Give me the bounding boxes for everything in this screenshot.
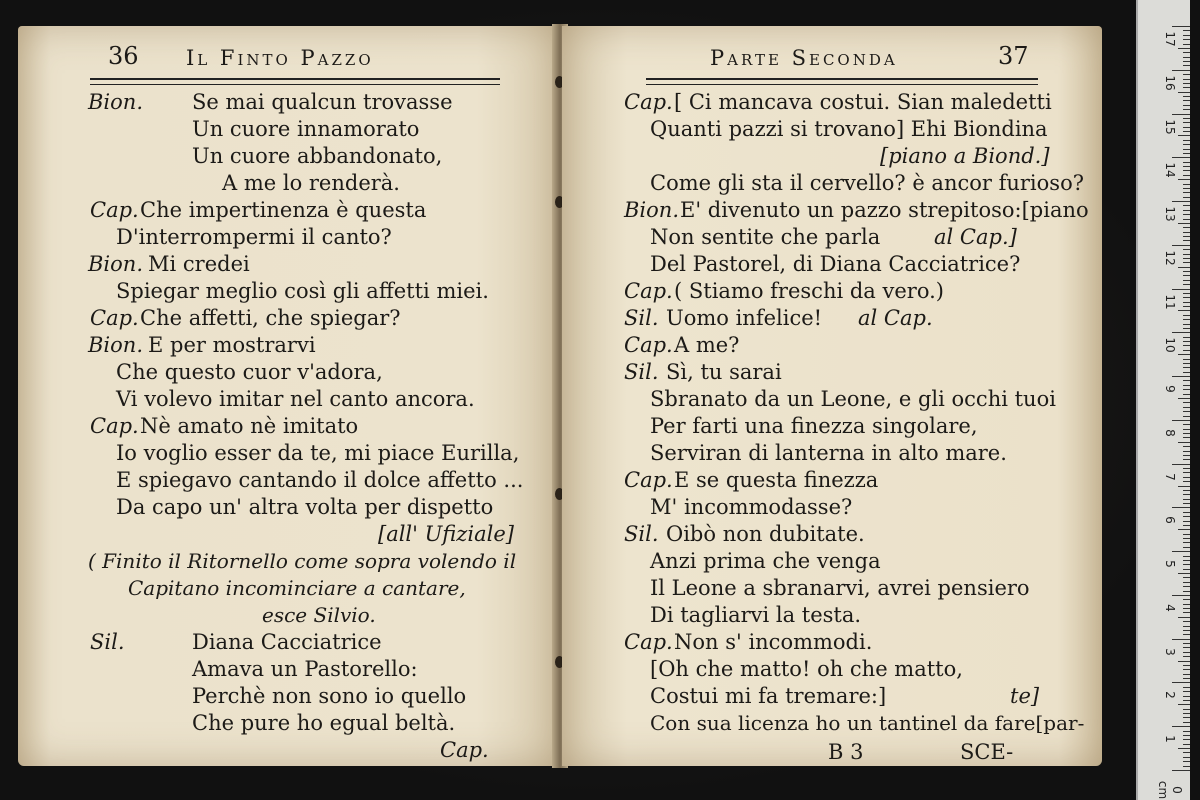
ruler-minor-tick	[1183, 100, 1190, 101]
speaker-label: Cap.	[624, 333, 673, 357]
ruler-minor-tick	[1183, 359, 1190, 360]
ruler-minor-tick	[1183, 612, 1190, 613]
ruler-minor-tick	[1183, 170, 1190, 171]
ruler-minor-tick	[1183, 407, 1190, 408]
verse-line: Perchè non sono io quello	[192, 684, 467, 708]
ruler-minor-tick	[1183, 735, 1190, 736]
verse-line: E se questa finezza	[674, 468, 879, 492]
speaker-label: Cap.	[624, 468, 673, 492]
verse-line: A me?	[674, 333, 740, 357]
speaker-label: Cap.	[624, 90, 673, 114]
ruler-minor-tick	[1183, 739, 1190, 740]
speaker-label: Sil.	[624, 306, 659, 330]
ruler-minor-tick	[1183, 394, 1190, 395]
ruler-minor-tick	[1183, 569, 1190, 570]
ruler-minor-tick	[1183, 411, 1190, 412]
ruler-minor-tick	[1183, 319, 1190, 320]
ruler-tick	[1172, 201, 1190, 202]
ruler-minor-tick	[1183, 184, 1190, 185]
ruler-minor-tick	[1183, 254, 1190, 255]
ruler-minor-tick	[1178, 661, 1190, 662]
ruler-minor-tick	[1183, 166, 1190, 167]
ruler-minor-tick	[1183, 564, 1190, 565]
ruler-number: 15	[1163, 118, 1177, 135]
ruler-minor-tick	[1183, 131, 1190, 132]
speaker-label: Cap.	[90, 198, 139, 222]
verse-line: Spiegar meglio così gli affetti miei.	[116, 279, 489, 303]
ruler-number: 7	[1163, 472, 1177, 481]
ruler-minor-tick	[1178, 267, 1190, 268]
ruler-tick	[1172, 507, 1190, 508]
ruler-minor-tick	[1183, 586, 1190, 587]
speaker-label: Cap.	[624, 630, 673, 654]
ruler-number: 0 cm	[1156, 780, 1184, 800]
ruler-minor-tick	[1183, 367, 1190, 368]
verse-line: ( Stiamo freschi da vero.)	[674, 279, 944, 303]
ruler-minor-tick	[1183, 424, 1190, 425]
ruler-minor-tick	[1183, 219, 1190, 220]
verse-line: Non s' incommodi.	[674, 630, 873, 654]
ruler-minor-tick	[1183, 538, 1190, 539]
ruler-minor-tick	[1183, 341, 1190, 342]
ruler-minor-tick	[1183, 122, 1190, 123]
verse-line: [Oh che matto! oh che matto,	[650, 657, 963, 681]
verse-line: Quanti pazzi si trovano] Ehi Biondina	[650, 117, 1048, 141]
verse-line: D'interrompermi il canto?	[116, 225, 392, 249]
ruler-minor-tick	[1183, 696, 1190, 697]
ruler-minor-tick	[1183, 380, 1190, 381]
ruler-minor-tick	[1183, 656, 1190, 657]
ruler-tick	[1172, 70, 1190, 71]
ruler-tick	[1172, 332, 1190, 333]
left-running-title: Il Finto Pazzo	[186, 46, 374, 70]
ruler-minor-tick	[1183, 324, 1190, 325]
ruler-minor-tick	[1183, 766, 1190, 767]
ruler-minor-tick	[1183, 258, 1190, 259]
ruler-minor-tick	[1178, 748, 1190, 749]
ruler-minor-tick	[1183, 534, 1190, 535]
ruler-minor-tick	[1183, 643, 1190, 644]
ruler-minor-tick	[1183, 127, 1190, 128]
header-rule	[646, 78, 1038, 80]
ruler-minor-tick	[1183, 262, 1190, 263]
verse-line: E' divenuto un pazzo strepitoso:[piano	[680, 198, 1089, 222]
ruler-minor-tick	[1183, 709, 1190, 710]
ruler-minor-tick	[1183, 446, 1190, 447]
ruler-tick	[1172, 114, 1190, 115]
ruler-minor-tick	[1183, 306, 1190, 307]
ruler-number: 4	[1163, 604, 1177, 612]
verse-line: Che impertinenza è questa	[140, 198, 427, 222]
verse-line: [ Ci mancava costui. Sian maledetti	[674, 90, 1052, 114]
ruler-minor-tick	[1183, 109, 1190, 110]
ruler-minor-tick	[1183, 752, 1190, 753]
ruler-minor-tick	[1183, 227, 1190, 228]
ruler-minor-tick	[1183, 385, 1190, 386]
stage-direction: Capitano incominciare a cantare,	[128, 576, 466, 600]
ruler-minor-tick	[1183, 477, 1190, 478]
ruler-minor-tick	[1183, 402, 1190, 403]
verse-line: Anzi prima che venga	[650, 549, 881, 573]
ruler-minor-tick	[1183, 556, 1190, 557]
ruler-minor-tick	[1183, 205, 1190, 206]
ruler-minor-tick	[1183, 79, 1190, 80]
catchword: Cap.	[440, 738, 489, 762]
verse-line: Che pure ho egual beltà.	[192, 711, 456, 735]
verse-line: Che questo cuor v'adora,	[116, 360, 383, 384]
ruler-minor-tick	[1183, 433, 1190, 434]
ruler-tick	[1172, 770, 1190, 771]
ruler-tick	[1172, 682, 1190, 683]
ruler-number: 16	[1163, 75, 1177, 91]
ruler-minor-tick	[1183, 459, 1190, 460]
stage-direction: al Cap.	[858, 306, 933, 330]
ruler-minor-tick	[1178, 398, 1190, 399]
ruler-tick	[1172, 420, 1190, 421]
ruler-minor-tick	[1183, 74, 1190, 75]
ruler-minor-tick	[1183, 455, 1190, 456]
right-page	[562, 26, 1102, 766]
ruler-minor-tick	[1183, 652, 1190, 653]
ruler-minor-tick	[1183, 647, 1190, 648]
verse-line: Sbranato da un Leone, e gli occhi tuoi	[650, 387, 1056, 411]
ruler-minor-tick	[1183, 149, 1190, 150]
ruler-minor-tick	[1183, 144, 1190, 145]
ruler-minor-tick	[1178, 310, 1190, 311]
ruler-tick	[1172, 639, 1190, 640]
verse-line: Costui mi fa tremare:]	[650, 684, 887, 708]
ruler-minor-tick	[1183, 236, 1190, 237]
verse-line: Io voglio esser da te, mi piace Eurilla,	[116, 441, 520, 465]
ruler-minor-tick	[1183, 284, 1190, 285]
ruler-minor-tick	[1183, 678, 1190, 679]
ruler-minor-tick	[1178, 442, 1190, 443]
verse-line: A me lo renderà.	[222, 171, 400, 195]
stage-direction: [all' Ufiziale]	[378, 522, 514, 546]
ruler-minor-tick	[1178, 704, 1190, 705]
ruler-minor-tick	[1183, 547, 1190, 548]
verse-line: Uomo infelice!	[666, 306, 823, 330]
ruler-minor-tick	[1183, 503, 1190, 504]
ruler-minor-tick	[1178, 354, 1190, 355]
ruler-minor-tick	[1178, 48, 1190, 49]
ruler-minor-tick	[1183, 665, 1190, 666]
ruler-minor-tick	[1183, 582, 1190, 583]
ruler-minor-tick	[1183, 345, 1190, 346]
verse-line: Che affetti, che spiegar?	[140, 306, 401, 330]
ruler-minor-tick	[1183, 271, 1190, 272]
ruler-minor-tick	[1178, 573, 1190, 574]
verse-line: Vi volevo imitar nel canto ancora.	[116, 387, 475, 411]
ruler-minor-tick	[1183, 87, 1190, 88]
verse-line: Un cuore innamorato	[192, 117, 420, 141]
ruler-minor-tick	[1183, 96, 1190, 97]
ruler-minor-tick	[1183, 691, 1190, 692]
verse-line: Un cuore abbandonato,	[192, 144, 443, 168]
verse-line: Amava un Pastorello:	[192, 657, 418, 681]
ruler-minor-tick	[1183, 717, 1190, 718]
ruler-number: 8	[1163, 429, 1177, 437]
ruler-minor-tick	[1183, 608, 1190, 609]
ruler-minor-tick	[1178, 223, 1190, 224]
verse-line: Se mai qualcun trovasse	[192, 90, 453, 114]
verse-line: Con sua licenza ho un tantinel da fare[par-	[650, 711, 1085, 735]
ruler-minor-tick	[1183, 57, 1190, 58]
ruler-minor-tick	[1183, 437, 1190, 438]
measuring-ruler	[1136, 0, 1190, 800]
ruler-minor-tick	[1183, 512, 1190, 513]
speaker-label: Bion.	[88, 252, 143, 276]
ruler-minor-tick	[1183, 744, 1190, 745]
verse-line: Mi credei	[148, 252, 250, 276]
ruler-minor-tick	[1183, 52, 1190, 53]
verse-line: Come gli sta il cervello? è ancor furioso?	[650, 171, 1084, 195]
ruler-minor-tick	[1183, 44, 1190, 45]
ruler-minor-tick	[1183, 214, 1190, 215]
catchword: SCE-	[960, 740, 1014, 764]
left-page	[18, 26, 558, 766]
ruler-minor-tick	[1183, 188, 1190, 189]
ruler-number: 14	[1163, 162, 1177, 178]
ruler-minor-tick	[1183, 490, 1190, 491]
ruler-tick	[1172, 551, 1190, 552]
ruler-number: 5	[1163, 560, 1177, 568]
ruler-minor-tick	[1183, 472, 1190, 473]
stage-direction: [piano a Biond.]	[880, 144, 1050, 168]
speaker-label: Cap.	[624, 279, 673, 303]
ruler-minor-tick	[1183, 731, 1190, 732]
ruler-minor-tick	[1183, 494, 1190, 495]
ruler-minor-tick	[1183, 275, 1190, 276]
ruler-minor-tick	[1183, 61, 1190, 62]
ruler-minor-tick	[1183, 363, 1190, 364]
ruler-minor-tick	[1183, 429, 1190, 430]
ruler-minor-tick	[1183, 83, 1190, 84]
ruler-minor-tick	[1183, 302, 1190, 303]
ruler-minor-tick	[1183, 65, 1190, 66]
ruler-tick	[1172, 289, 1190, 290]
left-page-number: 36	[108, 42, 139, 70]
ruler-minor-tick	[1183, 591, 1190, 592]
ruler-minor-tick	[1183, 280, 1190, 281]
ruler-minor-tick	[1183, 516, 1190, 517]
ruler-minor-tick	[1178, 617, 1190, 618]
verse-line: M' incommodasse?	[650, 495, 853, 519]
ruler-minor-tick	[1183, 39, 1190, 40]
ruler-tick	[1172, 595, 1190, 596]
header-rule	[90, 78, 500, 80]
ruler-minor-tick	[1183, 140, 1190, 141]
ruler-minor-tick	[1183, 761, 1190, 762]
verse-line: Oibò non dubitate.	[666, 522, 865, 546]
ruler-minor-tick	[1183, 669, 1190, 670]
ruler-minor-tick	[1183, 210, 1190, 211]
ruler-number: 9	[1163, 385, 1177, 393]
stage-direction: al Cap.]	[934, 225, 1017, 249]
speaker-label: Cap.	[90, 414, 139, 438]
verse-line: Serviran di lanterna in alto mare.	[650, 441, 1007, 465]
ruler-minor-tick	[1183, 604, 1190, 605]
ruler-minor-tick	[1183, 468, 1190, 469]
ruler-minor-tick	[1183, 240, 1190, 241]
ruler-minor-tick	[1178, 486, 1190, 487]
ruler-minor-tick	[1183, 757, 1190, 758]
ruler-minor-tick	[1183, 713, 1190, 714]
ruler-minor-tick	[1183, 599, 1190, 600]
ruler-minor-tick	[1183, 577, 1190, 578]
stage-direction: ( Finito il Ritornello come sopra volendo il	[88, 549, 517, 573]
ruler-tick	[1172, 157, 1190, 158]
ruler-number: 17	[1163, 31, 1177, 47]
ruler-number: 12	[1163, 250, 1177, 266]
verse-line: Sì, tu sarai	[666, 360, 782, 384]
signature-mark: B 3	[828, 740, 864, 764]
ruler-minor-tick	[1183, 249, 1190, 250]
ruler-minor-tick	[1183, 481, 1190, 482]
verse-line: Diana Cacciatrice	[192, 630, 382, 654]
ruler-minor-tick	[1183, 232, 1190, 233]
verse-line: Del Pastorel, di Diana Cacciatrice?	[650, 252, 1021, 276]
speaker-label: Sil.	[624, 522, 659, 546]
ruler-minor-tick	[1178, 529, 1190, 530]
ruler-minor-tick	[1183, 525, 1190, 526]
ruler-number: 10	[1163, 337, 1177, 353]
header-rule	[646, 84, 1038, 85]
ruler-tick	[1172, 464, 1190, 465]
ruler-minor-tick	[1183, 372, 1190, 373]
verse-line: Nè amato nè imitato	[140, 414, 359, 438]
ruler-tick	[1172, 726, 1190, 727]
ruler-minor-tick	[1183, 153, 1190, 154]
verse-line: E spiegavo cantando il dolce affetto ...	[116, 468, 524, 492]
verse-line: Non sentite che parla	[650, 225, 881, 249]
ruler-number: 3	[1163, 647, 1177, 656]
ruler-minor-tick	[1183, 634, 1190, 635]
ruler-minor-tick	[1183, 162, 1190, 163]
ruler-minor-tick	[1183, 687, 1190, 688]
ruler-minor-tick	[1183, 389, 1190, 390]
speaker-label: Bion.	[88, 90, 143, 114]
ruler-tick	[1172, 26, 1190, 27]
ruler-tick	[1172, 245, 1190, 246]
ruler-number: 2	[1163, 691, 1177, 700]
ruler-number: 1	[1163, 735, 1177, 744]
speaker-label: Sil.	[624, 360, 659, 384]
ruler-minor-tick	[1183, 630, 1190, 631]
ruler-minor-tick	[1183, 542, 1190, 543]
ruler-minor-tick	[1183, 350, 1190, 351]
header-rule	[90, 84, 500, 85]
ruler-minor-tick	[1183, 337, 1190, 338]
ruler-minor-tick	[1183, 674, 1190, 675]
ruler-number: 11	[1163, 293, 1177, 310]
right-page-number: 37	[998, 42, 1029, 70]
ruler-minor-tick	[1183, 297, 1190, 298]
right-running-title: Parte Seconda	[710, 46, 898, 70]
stage-direction: esce Silvio.	[262, 603, 376, 627]
ruler-minor-tick	[1178, 92, 1190, 93]
ruler-minor-tick	[1183, 328, 1190, 329]
ruler-minor-tick	[1183, 521, 1190, 522]
ruler-minor-tick	[1183, 700, 1190, 701]
ruler-minor-tick	[1183, 451, 1190, 452]
ruler-number: 6	[1163, 516, 1177, 525]
ruler-minor-tick	[1183, 197, 1190, 198]
ruler-minor-tick	[1178, 179, 1190, 180]
verse-line: Di tagliarvi la testa.	[650, 603, 862, 627]
verse-line: Il Leone a sbranarvi, avrei pensiero	[650, 576, 1030, 600]
ruler-number: 13	[1163, 206, 1177, 222]
ruler-minor-tick	[1178, 135, 1190, 136]
ruler-minor-tick	[1183, 722, 1190, 723]
ruler-minor-tick	[1183, 35, 1190, 36]
verse-line: Per farti una finezza singolare,	[650, 414, 978, 438]
ruler-minor-tick	[1183, 499, 1190, 500]
ruler-minor-tick	[1183, 30, 1190, 31]
ruler-minor-tick	[1183, 118, 1190, 119]
ruler-minor-tick	[1183, 626, 1190, 627]
speaker-label: Bion.	[88, 333, 143, 357]
speaker-label: Cap.	[90, 306, 139, 330]
ruler-minor-tick	[1183, 192, 1190, 193]
ruler-minor-tick	[1183, 416, 1190, 417]
ruler-minor-tick	[1183, 105, 1190, 106]
ruler-minor-tick	[1183, 175, 1190, 176]
speaker-label: Bion.	[624, 198, 679, 222]
ruler-minor-tick	[1183, 293, 1190, 294]
ruler-minor-tick	[1183, 315, 1190, 316]
ruler-minor-tick	[1183, 560, 1190, 561]
stage-direction: te]	[1010, 684, 1040, 708]
ruler-minor-tick	[1183, 621, 1190, 622]
speaker-label: Sil.	[90, 630, 125, 654]
ruler-tick	[1172, 376, 1190, 377]
verse-line: Da capo un' altra volta per dispetto	[116, 495, 494, 519]
verse-line: E per mostrarvi	[148, 333, 316, 357]
